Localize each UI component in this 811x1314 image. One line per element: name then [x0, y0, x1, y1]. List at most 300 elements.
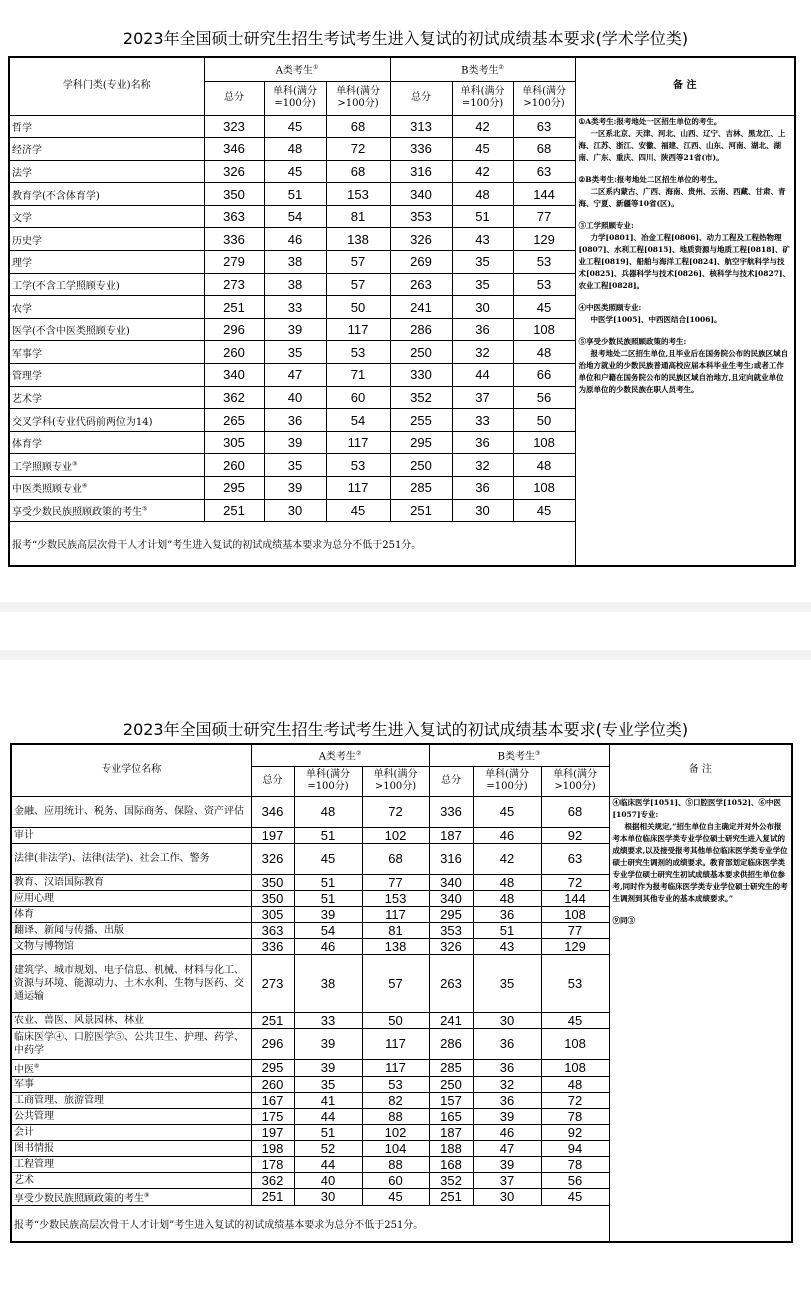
score-cell: 36	[473, 1092, 541, 1108]
col-header-singlegt-b: 单科(满分 >100分)	[541, 766, 609, 796]
footnote-mark: ④	[82, 482, 88, 490]
col-header-total-a: 总分	[204, 81, 264, 115]
score-cell: 51	[264, 183, 326, 206]
score-cell: 48	[513, 454, 575, 477]
professional-title: 2023年全国硕士研究生招生考试考生进入复试的初试成绩基本要求(专业学位类)	[122, 720, 689, 739]
row-name: 历史学	[12, 235, 42, 247]
score-cell: 273	[251, 954, 294, 1012]
score-cell: 88	[362, 1108, 429, 1124]
score-cell: 138	[362, 938, 429, 954]
row-name: 临床医学④、口腔医学⑤、公共卫生、护理、药学、中药学	[14, 1031, 244, 1056]
col-header-singlegt-a: 单科(满分 >100分)	[326, 81, 390, 115]
score-cell: 313	[390, 115, 452, 138]
score-cell: 51	[473, 922, 541, 938]
score-cell: 92	[541, 1124, 609, 1140]
remarks-cell	[609, 796, 792, 1242]
score-cell: 53	[513, 251, 575, 274]
score-cell: 94	[541, 1140, 609, 1156]
row-name-cell	[11, 938, 251, 954]
score-cell: 108	[541, 1028, 609, 1059]
score-cell: 36	[473, 1028, 541, 1059]
score-cell: 251	[390, 499, 452, 522]
score-cell: 285	[390, 477, 452, 500]
score-cell: 316	[390, 160, 452, 183]
score-cell: 42	[452, 160, 513, 183]
score-cell: 250	[390, 341, 452, 364]
score-cell: 117	[362, 1059, 429, 1076]
score-cell: 36	[473, 906, 541, 922]
score-cell: 35	[264, 454, 326, 477]
score-cell: 336	[390, 138, 452, 161]
score-cell: 326	[429, 938, 473, 954]
row-name: 享受少数民族照顾政策的考生	[14, 1193, 144, 1205]
score-cell: 250	[429, 1076, 473, 1092]
score-cell: 45	[513, 296, 575, 319]
score-cell: 198	[251, 1140, 294, 1156]
score-cell: 251	[251, 1188, 294, 1205]
remark-note-body: 报考地处二区招生单位,且毕业后在国务院公布的民族区域自治地方就业的少数民族普通高校应届本科毕业生考生;或者工作单位和户籍在国务院公布的民族区域自治地方,且定向就业单位为原单位的少数民族在职人员考生。	[578, 348, 789, 394]
score-cell: 326	[204, 160, 264, 183]
row-name-cell	[9, 454, 204, 477]
score-cell: 296	[204, 318, 264, 341]
score-cell: 305	[251, 906, 294, 922]
score-cell: 68	[326, 115, 390, 138]
score-cell: 305	[204, 431, 264, 454]
row-name-cell	[11, 1156, 251, 1172]
score-cell: 255	[390, 409, 452, 432]
row-name-cell	[11, 1076, 251, 1092]
row-name: 医学(不含中医类照顾专业)	[12, 326, 130, 338]
row-name-cell	[11, 890, 251, 906]
row-name-cell	[11, 1092, 251, 1108]
score-cell: 43	[473, 938, 541, 954]
score-cell: 60	[326, 386, 390, 409]
score-cell: 53	[513, 273, 575, 296]
score-cell: 35	[452, 251, 513, 274]
row-name: 图书情报	[14, 1142, 54, 1154]
row-name-cell	[9, 364, 204, 387]
score-cell: 53	[362, 1076, 429, 1092]
remarks-header: 备 注	[609, 744, 792, 796]
score-cell: 39	[264, 318, 326, 341]
score-cell: 54	[326, 409, 390, 432]
row-name-cell	[11, 796, 251, 827]
remarks-cell	[575, 115, 795, 566]
score-cell: 30	[473, 1012, 541, 1028]
row-name: 法律(非法学)、法律(法学)、社会工作、警务	[14, 853, 210, 864]
score-cell: 117	[362, 906, 429, 922]
score-cell: 46	[473, 827, 541, 843]
row-name: 理学	[12, 258, 32, 270]
score-cell: 68	[513, 138, 575, 161]
score-cell: 45	[452, 138, 513, 161]
row-name-cell	[9, 251, 204, 274]
score-cell: 68	[541, 796, 609, 827]
score-cell: 30	[452, 499, 513, 522]
score-cell: 285	[429, 1059, 473, 1076]
row-name: 建筑学、城市规划、电子信息、机械、材料与化工、资源与环境、能源动力、土木水利、生物与医药、交通运输	[14, 964, 244, 1002]
score-cell: 295	[251, 1059, 294, 1076]
score-cell: 39	[473, 1108, 541, 1124]
row-name-cell	[9, 341, 204, 364]
score-cell: 350	[251, 890, 294, 906]
col-header-single100-a: 单科(满分 =100分)	[294, 766, 362, 796]
footnote-mark: ⑨	[144, 1191, 150, 1199]
score-cell: 54	[294, 922, 362, 938]
score-cell: 36	[473, 1059, 541, 1076]
row-name-cell	[9, 499, 204, 522]
score-cell: 35	[473, 954, 541, 1012]
row-name: 文学	[12, 213, 32, 225]
score-cell: 175	[251, 1108, 294, 1124]
score-cell: 48	[452, 183, 513, 206]
score-cell: 35	[294, 1076, 362, 1092]
score-cell: 279	[204, 251, 264, 274]
row-name: 管理学	[12, 371, 42, 383]
score-cell: 63	[541, 843, 609, 874]
score-cell: 273	[204, 273, 264, 296]
remark-note	[613, 915, 789, 927]
score-cell: 336	[204, 228, 264, 251]
score-cell: 241	[390, 296, 452, 319]
row-name: 教育学(不含体育学)	[12, 190, 100, 202]
score-cell: 88	[362, 1156, 429, 1172]
row-name-cell	[9, 228, 204, 251]
footer-note: 报考“少数民族高层次骨干人才计划”考生进入复试的初试成绩基本要求为总分不低于251分。	[11, 1206, 609, 1242]
remarks-header: 备 注	[575, 57, 795, 115]
score-cell: 56	[541, 1172, 609, 1188]
score-cell: 45	[362, 1188, 429, 1205]
remark-note	[579, 116, 792, 164]
score-cell: 260	[251, 1076, 294, 1092]
score-cell: 188	[429, 1140, 473, 1156]
score-cell: 108	[541, 1059, 609, 1076]
score-cell: 346	[251, 796, 294, 827]
score-cell: 269	[390, 251, 452, 274]
score-cell: 144	[541, 890, 609, 906]
col-header-name: 学科门类(专业)名称	[9, 57, 204, 115]
score-cell: 46	[264, 228, 326, 251]
remark-note-head: ⑨同③	[612, 915, 636, 925]
score-cell: 353	[390, 205, 452, 228]
score-cell: 30	[264, 499, 326, 522]
row-name-cell	[9, 386, 204, 409]
row-name: 工商管理、旅游管理	[14, 1094, 104, 1106]
score-cell: 39	[264, 431, 326, 454]
score-cell: 39	[294, 1028, 362, 1059]
score-cell: 40	[294, 1172, 362, 1188]
score-cell: 41	[294, 1092, 362, 1108]
score-cell: 336	[251, 938, 294, 954]
score-cell: 50	[326, 296, 390, 319]
score-cell: 286	[429, 1028, 473, 1059]
score-cell: 117	[326, 431, 390, 454]
score-cell: 51	[294, 1124, 362, 1140]
score-cell: 178	[251, 1156, 294, 1172]
group-a-header: A类考生①	[204, 57, 390, 81]
score-cell: 138	[326, 228, 390, 251]
score-cell: 57	[326, 273, 390, 296]
remark-note-head: ⑤享受少数民族照顾政策的考生:	[578, 336, 687, 346]
score-cell: 326	[390, 228, 452, 251]
score-cell: 40	[264, 386, 326, 409]
score-cell: 68	[362, 843, 429, 874]
col-header-name: 专业学位名称	[11, 744, 251, 796]
footnote-mark: ⑤	[142, 505, 148, 513]
score-cell: 251	[429, 1188, 473, 1205]
row-name-cell	[9, 318, 204, 341]
score-cell: 286	[390, 318, 452, 341]
row-name: 军事	[14, 1078, 34, 1090]
score-cell: 45	[541, 1012, 609, 1028]
row-name: 应用心理	[14, 892, 54, 904]
row-name-cell	[9, 431, 204, 454]
footer-note: 报考“少数民族高层次骨干人才计划”考生进入复试的初试成绩基本要求为总分不低于251分。	[9, 522, 575, 566]
score-cell: 251	[204, 499, 264, 522]
col-header-single100-a: 单科(满分 =100分)	[264, 81, 326, 115]
row-name: 教育、汉语国际教育	[14, 876, 104, 888]
score-cell: 45	[264, 115, 326, 138]
row-name: 金融、应用统计、税务、国际商务、保险、资产评估	[14, 806, 244, 817]
score-cell: 153	[326, 183, 390, 206]
score-cell: 45	[513, 499, 575, 522]
row-name: 交叉学科(专业代码前两位为14)	[12, 416, 153, 428]
score-cell: 295	[204, 477, 264, 500]
score-cell: 78	[541, 1108, 609, 1124]
score-cell: 350	[204, 183, 264, 206]
row-name-cell	[11, 1012, 251, 1028]
row-name-cell	[9, 273, 204, 296]
row-name: 军事学	[12, 348, 42, 360]
footnote-mark: ⑥	[34, 1062, 40, 1070]
score-cell: 340	[429, 874, 473, 890]
score-cell: 250	[390, 454, 452, 477]
score-cell: 66	[513, 364, 575, 387]
score-cell: 43	[452, 228, 513, 251]
row-name: 会计	[14, 1126, 34, 1138]
row-name-cell	[9, 205, 204, 228]
score-cell: 353	[429, 922, 473, 938]
score-cell: 77	[362, 874, 429, 890]
remark-note-head: ①A类考生:报考地处一区招生单位的考生。	[578, 116, 722, 126]
score-cell: 53	[541, 954, 609, 1012]
score-cell: 54	[264, 205, 326, 228]
score-cell: 42	[452, 115, 513, 138]
score-cell: 72	[541, 874, 609, 890]
score-cell: 71	[326, 364, 390, 387]
score-cell: 36	[452, 318, 513, 341]
score-cell: 72	[362, 796, 429, 827]
score-cell: 52	[294, 1140, 362, 1156]
col-header-single100-b: 单科(满分 =100分)	[452, 81, 513, 115]
score-cell: 108	[513, 318, 575, 341]
score-cell: 47	[264, 364, 326, 387]
score-cell: 50	[513, 409, 575, 432]
col-header-singlegt-a: 单科(满分 >100分)	[362, 766, 429, 796]
score-cell: 363	[251, 922, 294, 938]
row-name: 工学(不含工学照顾专业)	[12, 280, 120, 292]
group-a-header: A类考生②	[251, 744, 429, 766]
score-cell: 352	[429, 1172, 473, 1188]
score-cell: 50	[362, 1012, 429, 1028]
row-name-cell	[9, 409, 204, 432]
page-gap	[0, 602, 811, 612]
score-cell: 60	[362, 1172, 429, 1188]
score-cell: 72	[541, 1092, 609, 1108]
score-cell: 336	[429, 796, 473, 827]
score-cell: 47	[473, 1140, 541, 1156]
score-cell: 153	[362, 890, 429, 906]
row-name: 艺术学	[12, 393, 42, 405]
row-name-cell	[11, 1140, 251, 1156]
score-cell: 30	[294, 1188, 362, 1205]
row-name: 经济学	[12, 145, 42, 157]
score-cell: 51	[294, 874, 362, 890]
score-cell: 323	[204, 115, 264, 138]
score-cell: 36	[264, 409, 326, 432]
score-cell: 48	[513, 341, 575, 364]
score-cell: 340	[204, 364, 264, 387]
row-name-cell	[11, 1108, 251, 1124]
score-cell: 326	[251, 843, 294, 874]
table-row	[9, 115, 795, 138]
score-cell: 157	[429, 1092, 473, 1108]
score-cell: 46	[294, 938, 362, 954]
score-cell: 92	[541, 827, 609, 843]
score-cell: 102	[362, 1124, 429, 1140]
remark-note	[579, 302, 792, 326]
score-cell: 102	[362, 827, 429, 843]
score-cell: 187	[429, 827, 473, 843]
score-cell: 81	[326, 205, 390, 228]
row-name-cell	[9, 138, 204, 161]
score-cell: 81	[362, 922, 429, 938]
score-cell: 316	[429, 843, 473, 874]
row-name-cell	[11, 874, 251, 890]
score-cell: 32	[473, 1076, 541, 1092]
score-cell: 57	[362, 954, 429, 1012]
score-cell: 362	[251, 1172, 294, 1188]
row-name: 中医	[14, 1063, 34, 1075]
col-header-singlegt-b: 单科(满分 >100分)	[513, 81, 575, 115]
remark-note-body: 一区系北京、天津、河北、山西、辽宁、吉林、黑龙江、上海、江苏、浙江、安徽、福建、江西、山东、河南、湖北、湖南、广东、重庆、四川、陕西等21省(市)。	[578, 128, 786, 162]
score-cell: 44	[294, 1156, 362, 1172]
score-cell: 68	[326, 160, 390, 183]
row-name: 工学照顾专业	[12, 461, 72, 473]
score-cell: 363	[204, 205, 264, 228]
score-cell: 78	[541, 1156, 609, 1172]
score-cell: 108	[513, 431, 575, 454]
score-cell: 51	[452, 205, 513, 228]
score-cell: 63	[513, 160, 575, 183]
row-name: 公共管理	[14, 1110, 54, 1122]
group-b-header: B类考生②	[390, 57, 575, 81]
score-cell: 39	[294, 906, 362, 922]
score-cell: 77	[541, 922, 609, 938]
score-cell: 144	[513, 183, 575, 206]
score-cell: 48	[294, 796, 362, 827]
score-cell: 32	[452, 341, 513, 364]
row-name-cell	[11, 1124, 251, 1140]
row-name: 哲学	[12, 122, 32, 134]
score-cell: 57	[326, 251, 390, 274]
score-cell: 56	[513, 386, 575, 409]
row-name: 中医类照顾专业	[12, 484, 82, 496]
score-cell: 30	[452, 296, 513, 319]
row-name-cell	[11, 843, 251, 874]
score-cell: 39	[473, 1156, 541, 1172]
row-name: 翻译、新闻与传播、出版	[14, 924, 124, 936]
table-row	[11, 796, 792, 827]
score-cell: 251	[204, 296, 264, 319]
score-cell: 295	[390, 431, 452, 454]
score-cell: 251	[251, 1012, 294, 1028]
score-cell: 48	[264, 138, 326, 161]
remark-note	[613, 797, 789, 905]
score-cell: 45	[326, 499, 390, 522]
score-cell: 263	[390, 273, 452, 296]
remark-note-body: 力学[0801]、冶金工程[0806]、动力工程及工程热物理[0807]、水利工程[0815]、地质资源与地质工程[0818]、矿业工程[0819]、船舶与海洋工程[0824]、航空宇航科学与技术[0825]、兵器科学与技术[0826]、核科学与技术[0827]、农业工程[0828]。	[578, 232, 790, 290]
row-name-cell	[9, 183, 204, 206]
row-name: 体育学	[12, 439, 42, 451]
row-name: 文物与博物馆	[14, 940, 74, 952]
score-cell: 39	[264, 477, 326, 500]
row-name-cell	[11, 954, 251, 1012]
score-cell: 44	[452, 364, 513, 387]
score-cell: 82	[362, 1092, 429, 1108]
academic-score-table	[8, 56, 796, 567]
score-cell: 108	[513, 477, 575, 500]
score-cell: 36	[452, 431, 513, 454]
score-cell: 197	[251, 1124, 294, 1140]
row-name-cell	[9, 477, 204, 500]
score-cell: 51	[294, 890, 362, 906]
professional-score-table	[10, 743, 793, 1243]
score-cell: 260	[204, 341, 264, 364]
row-name-cell	[11, 922, 251, 938]
score-cell: 72	[326, 138, 390, 161]
remark-note-head: ③工学照顾专业:	[578, 220, 634, 230]
remark-note-body: 根据相关规定,“招生单位自主确定并对外公布报考本单位临床医学类专业学位硕士研究生进入复试的成绩要求,以及接受报考其他单位临床医学类专业学位硕士研究生调剂的成绩要求。教育部划定临床医学类专业学位硕士研究生初试成绩基本要求供招生单位参考,同时作为报考临床医学类专业学位硕士研究生的考生调剂到其他专业的基本成绩要求。”	[612, 821, 788, 903]
score-cell: 168	[429, 1156, 473, 1172]
score-cell: 45	[541, 1188, 609, 1205]
score-cell: 45	[264, 160, 326, 183]
score-cell: 187	[429, 1124, 473, 1140]
score-cell: 296	[251, 1028, 294, 1059]
score-cell: 53	[326, 341, 390, 364]
remark-note-head: ②B类考生:报考地处二区招生单位的考生。	[578, 174, 722, 184]
score-cell: 46	[473, 1124, 541, 1140]
row-name: 法学	[12, 167, 32, 179]
remark-note-head: ④中医类照顾专业:	[578, 302, 642, 312]
score-cell: 45	[294, 843, 362, 874]
score-cell: 48	[541, 1076, 609, 1092]
score-cell: 45	[473, 796, 541, 827]
score-cell: 265	[204, 409, 264, 432]
score-cell: 117	[326, 477, 390, 500]
score-cell: 42	[473, 843, 541, 874]
col-header-total-a: 总分	[251, 766, 294, 796]
score-cell: 63	[513, 115, 575, 138]
score-cell: 295	[429, 906, 473, 922]
academic-title: 2023年全国硕士研究生招生考试考生进入复试的初试成绩基本要求(学术学位类)	[122, 29, 689, 48]
row-name-cell	[9, 296, 204, 319]
col-header-total-b: 总分	[390, 81, 452, 115]
score-cell: 33	[294, 1012, 362, 1028]
score-cell: 48	[473, 874, 541, 890]
score-cell: 260	[204, 454, 264, 477]
row-name: 农学	[12, 303, 32, 315]
